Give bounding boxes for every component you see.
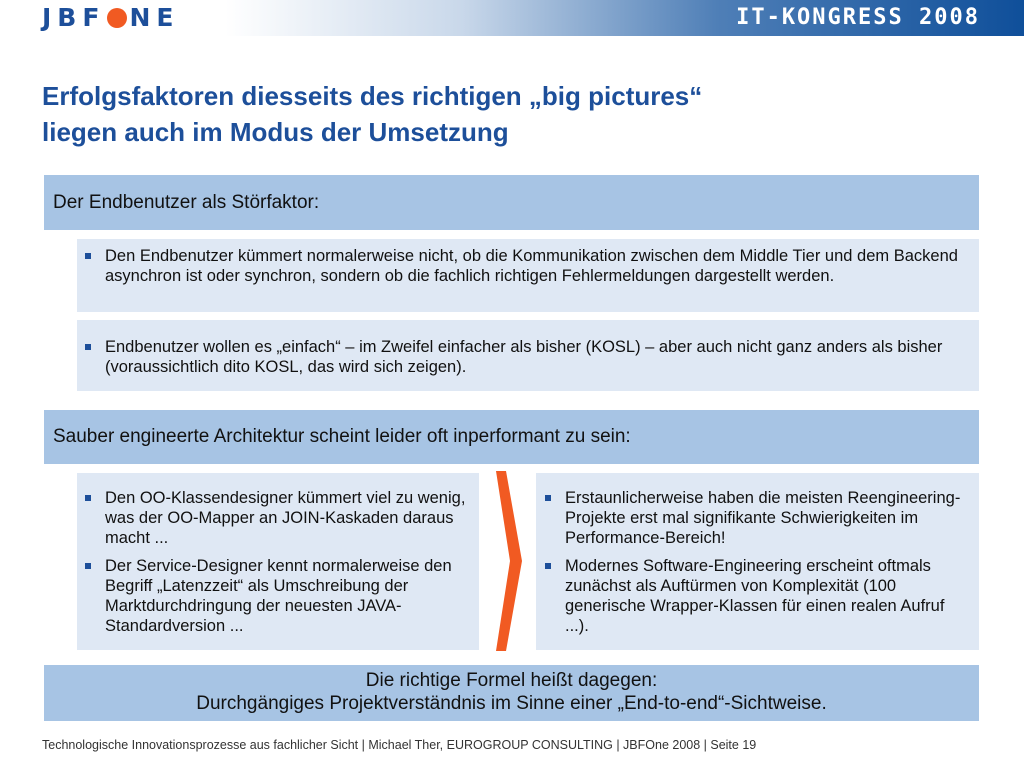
list-item bbox=[105, 488, 469, 548]
chevron-arrow-icon bbox=[496, 471, 522, 651]
list-item bbox=[105, 246, 969, 286]
square-bullet-icon bbox=[545, 563, 551, 569]
section1-box-2 bbox=[77, 320, 979, 391]
list-item bbox=[565, 488, 969, 548]
list-item-text: Endbenutzer wollen es „einfach“ – im Zweifel einfacher als bisher (KOSL) – aber auch nicht ganz anders als bisher (voraussichtlich dito KOSL, das wird sich zeigen). bbox=[105, 338, 943, 376]
logo-text-right: NE bbox=[129, 3, 180, 32]
list-item bbox=[565, 556, 969, 636]
formula-line-2: Durchgängiges Projektverständnis im Sinne einer „End-to-end“-Sichtweise. bbox=[196, 693, 827, 714]
section1-heading: Der Endbenutzer als Störfaktor: bbox=[44, 175, 979, 230]
title-line-2: liegen auch im Modus der Umsetzung bbox=[42, 117, 509, 147]
square-bullet-icon bbox=[85, 253, 91, 259]
list-item bbox=[105, 556, 469, 636]
logo-o-mark bbox=[107, 8, 127, 28]
list-item-text: Erstaunlicherweise haben die meisten Reengineering-Projekte erst mal signifikante Schwierigkeiten im Performance-Bereich! bbox=[565, 489, 961, 547]
title-line-1: Erfolgsfaktoren diesseits des richtigen „big pictures“ bbox=[42, 81, 703, 111]
list-item-text: Den OO-Klassendesigner kümmert viel zu wenig, was der OO-Mapper an JOIN-Kaskaden daraus macht ... bbox=[105, 489, 466, 547]
list-item-text: Der Service-Designer kennt normalerweise den Begriff „Latenzzeit“ als Umschreibung der Marktdurchdringung der neuesten JAVA-Standardversion ... bbox=[105, 557, 452, 635]
page-title bbox=[42, 78, 942, 150]
list-item-text: Modernes Software-Engineering erscheint oftmals zunächst als Auftürmen von Komplexität (100 generische Wrapper-Klassen für einen realen Aufruf ...). bbox=[565, 557, 945, 635]
jbfone-logo bbox=[42, 4, 179, 32]
logo-text-left: JBF bbox=[42, 3, 106, 32]
square-bullet-icon bbox=[85, 495, 91, 501]
list-item bbox=[105, 337, 969, 377]
square-bullet-icon bbox=[545, 495, 551, 501]
section2-right-box bbox=[536, 473, 979, 650]
event-title: IT-KONGRESS 2008 bbox=[736, 5, 980, 30]
section2-heading: Sauber engineerte Architektur scheint leider oft inperformant zu sein: bbox=[44, 410, 979, 464]
list-item-text: Den Endbenutzer kümmert normalerweise nicht, ob die Kommunikation zwischen dem Middle Tier und dem Backend asynchron ist oder synchron, sondern ob die fachlich richtigen Fehlermeldungen dargestellt werden. bbox=[105, 247, 958, 285]
footer-text: Technologische Innovationsprozesse aus fachlicher Sicht | Michael Ther, EUROGROUP CONSULTING | JBFOne 2008 | Seite 19 bbox=[42, 738, 757, 752]
formula-line-1: Die richtige Formel heißt dagegen: bbox=[365, 670, 658, 691]
section2-left-box bbox=[77, 473, 479, 650]
section1-box-1 bbox=[77, 239, 979, 312]
square-bullet-icon bbox=[85, 344, 91, 350]
formula-banner bbox=[44, 665, 979, 721]
square-bullet-icon bbox=[85, 563, 91, 569]
header-bar bbox=[0, 0, 1024, 36]
